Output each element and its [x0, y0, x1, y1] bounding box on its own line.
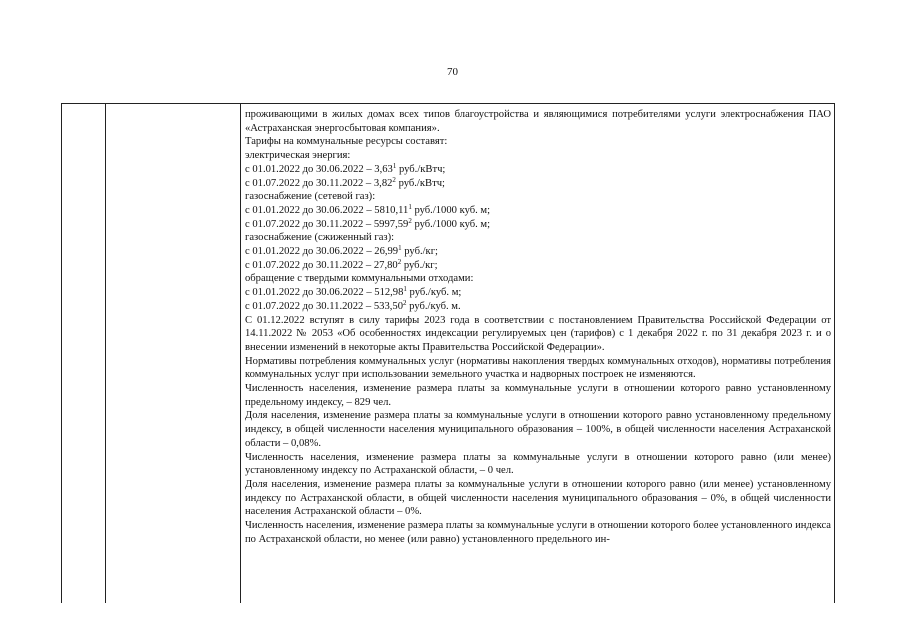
- table-cell-content: [245, 108, 831, 547]
- document-table: [61, 103, 835, 603]
- document-paragraph: Доля населения, изменение размера платы за коммунальные услуги в отношении которого равно (или менее) установленному индексу по Астраханской области, в общей численности населения муниципального образования – 0%, в общей численности населения Астраханской области – 0%.: [245, 478, 831, 518]
- document-paragraph: Нормативы потребления коммунальных услуг (нормативы накопления твердых коммунальных отходов), нормативы потребления коммунальных услуг при использовании земельного участка и надворных построек не изменяются.: [245, 355, 831, 381]
- tariff-unit: руб./1000 куб. м;: [411, 218, 491, 230]
- table-column-divider: [105, 104, 106, 603]
- document-paragraph: проживающими в жилых домах всех типов благоустройства и являющимися потребителями услуги электроснабжения ПАО «Астраханская энергосбытовая компания».: [245, 109, 831, 134]
- tariff-text: с 01.01.2022 до 30.06.2022 – 3,63: [245, 163, 393, 175]
- tariff-unit: руб./куб. м;: [406, 287, 462, 299]
- document-paragraph: [245, 286, 831, 300]
- tariff-text: с 01.01.2022 до 30.06.2022 – 512,98: [245, 287, 404, 299]
- tariff-text: с 01.01.2022 до 30.06.2022 – 5810,11: [245, 204, 409, 216]
- document-paragraph: [245, 245, 831, 259]
- document-paragraph: [245, 177, 831, 191]
- tariff-text: с 01.07.2022 до 30.11.2022 – 3,82: [245, 177, 393, 189]
- footnote-marker: 1: [398, 244, 402, 253]
- document-paragraph: электрическая энергия:: [245, 150, 351, 162]
- document-paragraph: Тарифы на коммунальные ресурсы составят:: [245, 136, 448, 148]
- tariff-unit: руб./кг;: [401, 246, 438, 258]
- footnote-marker: 1: [403, 285, 407, 294]
- document-paragraph: обращение с твердыми коммунальными отходами:: [245, 273, 474, 285]
- document-paragraph: Доля населения, изменение размера платы за коммунальные услуги в отношении которого равно установленному предельному индексу, в общей численности населения муниципального образования – 100%, в общей численности населения Астраханской области – 0,08%.: [245, 410, 831, 449]
- tariff-unit: руб./куб. м.: [406, 300, 461, 312]
- tariff-unit: руб./кВтч;: [396, 163, 446, 175]
- footnote-marker: 1: [392, 161, 397, 170]
- tariff-unit: руб./кВтч;: [395, 177, 445, 189]
- footnote-marker: 2: [403, 298, 407, 307]
- tariff-text: с 01.01.2022 до 30.06.2022 – 26,99: [245, 246, 399, 258]
- tariff-unit: руб./1000 куб. м;: [411, 204, 491, 216]
- document-paragraph: [245, 204, 831, 218]
- footnote-marker: 2: [397, 257, 402, 266]
- footnote-marker: 2: [408, 216, 412, 225]
- document-paragraph: газоснабжение (сжиженный газ):: [245, 232, 395, 244]
- table-column-divider: [240, 104, 241, 603]
- document-paragraph: Численность населения, изменение размера платы за коммунальные услуги в отношении которого равно (или менее) установленному индексу по Астраханской области, – 0 чел.: [245, 451, 831, 477]
- document-paragraph: Численность населения, изменение размера платы за коммунальные услуги в отношении которого равно установленному предельному индексу, – 829 чел.: [245, 383, 831, 408]
- footnote-marker: 1: [408, 202, 412, 211]
- tariff-text: с 01.07.2022 до 30.11.2022 – 27,80: [245, 259, 398, 271]
- document-paragraph: [245, 218, 831, 232]
- tariff-text: с 01.07.2022 до 30.11.2022 – 5997,59: [245, 218, 409, 230]
- document-paragraph: [245, 163, 831, 177]
- document-paragraph: [245, 259, 831, 273]
- tariff-text: с 01.07.2022 до 30.11.2022 – 533,50: [245, 300, 404, 312]
- document-paragraph: Численность населения, изменение размера платы за коммунальные услуги в отношении которого более установленного индекса по Астраханской области, но менее (или равно) установленного предельного ин-: [245, 520, 831, 545]
- document-paragraph: газоснабжение (сетевой газ):: [245, 191, 376, 203]
- footnote-marker: 2: [392, 175, 396, 184]
- document-paragraph: [245, 300, 831, 314]
- page-number: 70: [447, 66, 458, 78]
- tariff-unit: руб./кг;: [401, 259, 438, 271]
- document-paragraph: С 01.12.2022 вступят в силу тарифы 2023 года в соответствии с постановлением Правительства Российской Федерации от 14.11.2022 № 2053 «Об особенностях индексации регулируемых цен (тарифов) с 1 декабря 2022 г. по 31 декабря 2023 г. и о внесении изменений в некоторые акты Правительства Российской Федерации».: [245, 314, 831, 353]
